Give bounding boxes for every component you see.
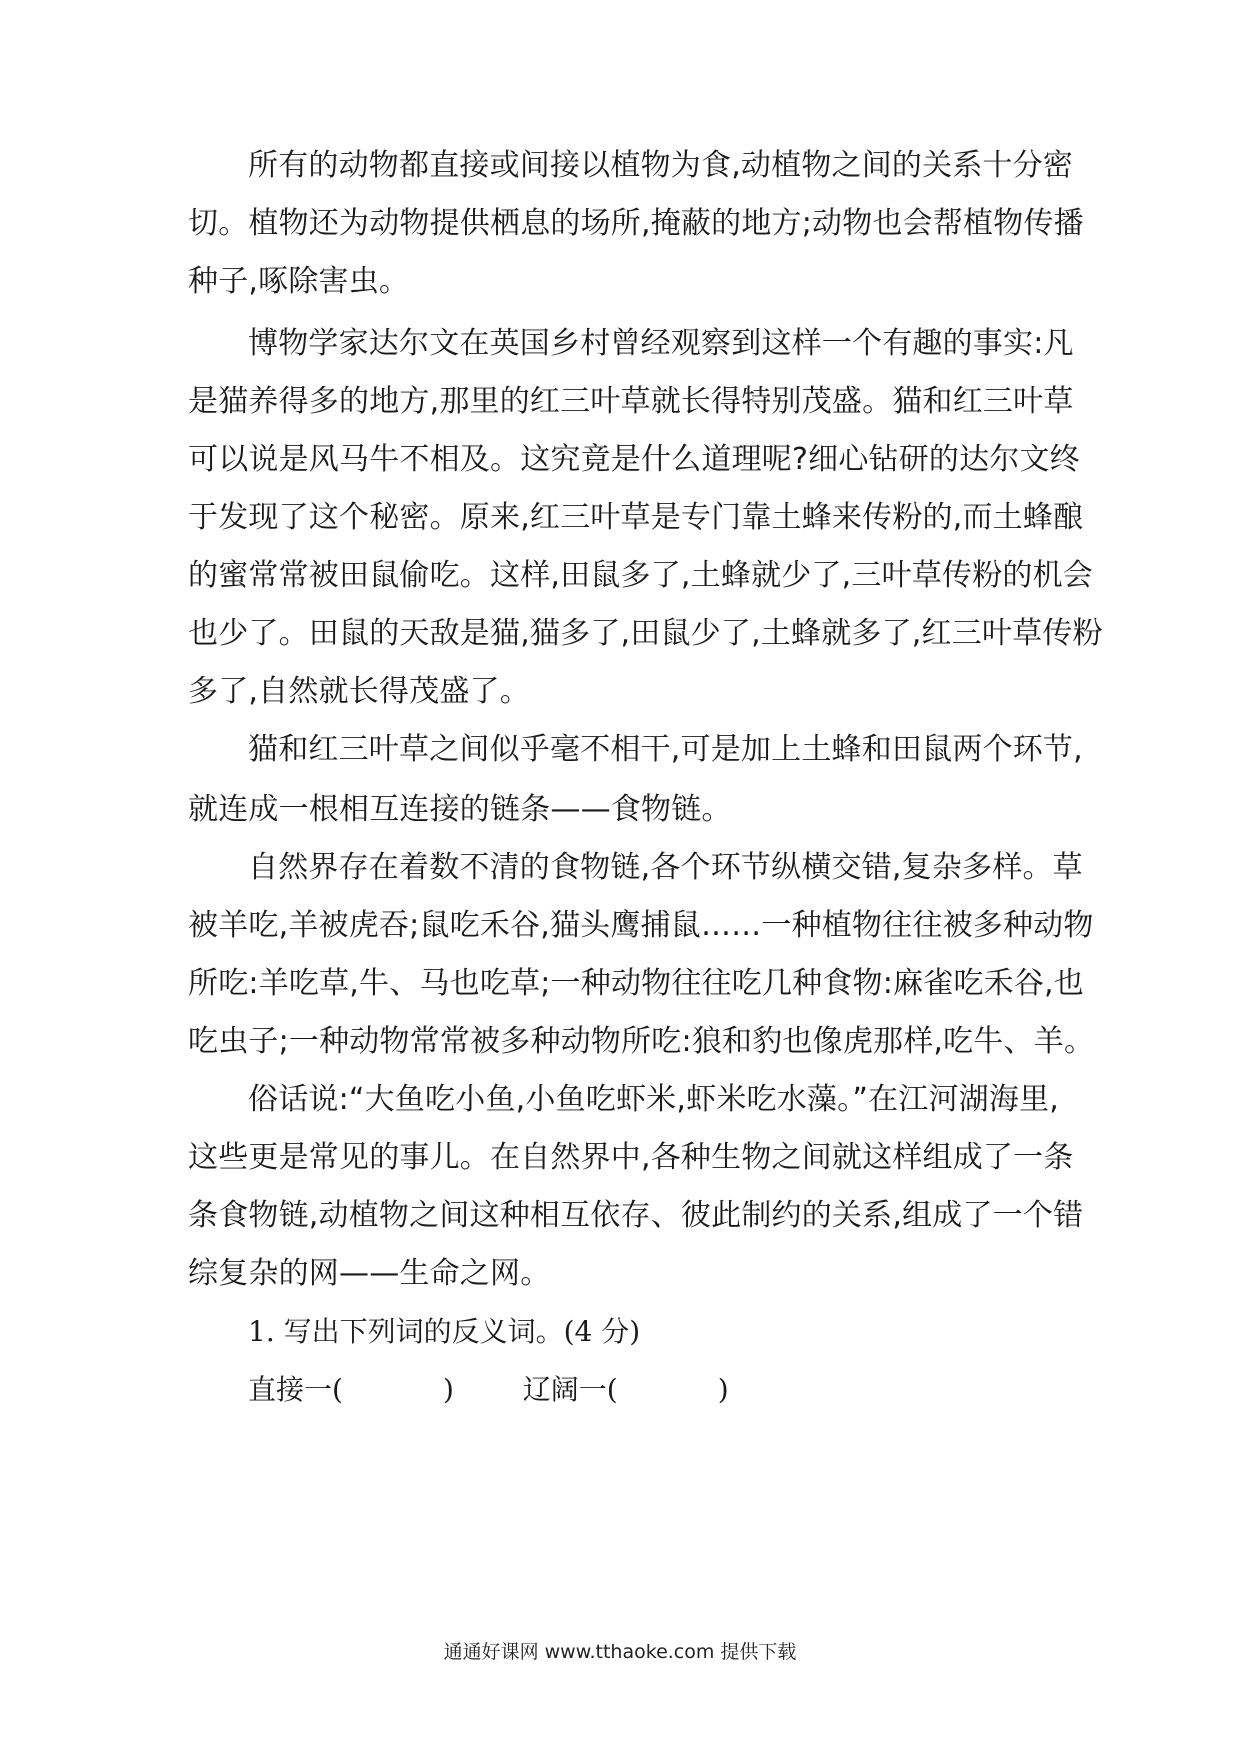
passage-line: 俗话说:“大鱼吃小鱼,小鱼吃虾米,虾米吃水藻。”在江河湖海里, (248, 1082, 1059, 1117)
passage-line: 综复杂的网——生命之网。 (188, 1256, 551, 1291)
antonym-pair (248, 1370, 454, 1410)
passage-line: 所有的动物都直接或间接以植物为食,动植物之间的关系十分密 (248, 148, 1074, 183)
passage-line: 条食物链,动植物之间这种相互依存、彼此制约的关系,组成了一个错 (188, 1198, 1084, 1233)
passage-line: 所吃:羊吃草,牛、马也吃草;一种动物往往吃几种食物:麻雀吃禾谷,也 (188, 966, 1084, 1001)
passage-line: 吃虫子;一种动物常常被多种动物所吃:狼和豹也像虎那样,吃牛、羊。 (188, 1024, 1095, 1059)
close-paren: ) (442, 1373, 454, 1406)
question-title: 1. 写出下列词的反义词。(4 分) (248, 1315, 641, 1348)
passage-line: 切。植物还为动物提供栖息的场所,掩蔽的地方;动物也会帮植物传播 (188, 206, 1084, 241)
answer-row (248, 1370, 789, 1410)
passage-line: 可以说是风马牛不相及。这究竟是什么道理呢?细心钻研的达尔文终 (188, 442, 1080, 477)
passage-line: 也少了。田鼠的天敌是猫,猫多了,田鼠少了,土蜂就多了,红三叶草传粉 (188, 616, 1103, 651)
passage-line: 博物学家达尔文在英国乡村曾经观察到这样一个有趣的事实:凡 (248, 326, 1074, 361)
close-paren: ) (717, 1373, 729, 1406)
passage-line: 猫和红三叶草之间似乎毫不相干,可是加上土蜂和田鼠两个环节, (248, 732, 1083, 767)
passage-line: 是猫养得多的地方,那里的红三叶草就长得特别茂盛。猫和红三叶草 (188, 384, 1074, 419)
footer-watermark: 通通好课网 www.tthaoke.com 提供下载 (443, 1641, 797, 1663)
antonym-word: 辽阔一( (522, 1373, 618, 1406)
passage-line: 多了,自然就长得茂盛了。 (188, 674, 530, 709)
passage-line: 的蜜常常被田鼠偷吃。这样,田鼠多了,土蜂就少了,三叶草传粉的机会 (188, 558, 1094, 593)
antonym-word: 直接一( (248, 1373, 343, 1406)
passage-line: 种子,啄除害虫。 (188, 264, 410, 299)
passage-line: 自然界存在着数不清的食物链,各个环节纵横交错,复杂多样。草 (248, 850, 1083, 885)
passage-line: 被羊吃,羊被虎吞;鼠吃禾谷,猫头鹰捕鼠……一种植物往往被多种动物 (188, 908, 1094, 943)
antonym-pair (523, 1370, 729, 1410)
passage-line: 这些更是常见的事儿。在自然界中,各种生物之间就这样组成了一条 (188, 1140, 1074, 1175)
passage-line: 于发现了这个秘密。原来,红三叶草是专门靠土蜂来传粉的,而土蜂酿 (188, 500, 1084, 535)
passage-line: 就连成一根相互连接的链条——食物链。 (188, 792, 732, 827)
